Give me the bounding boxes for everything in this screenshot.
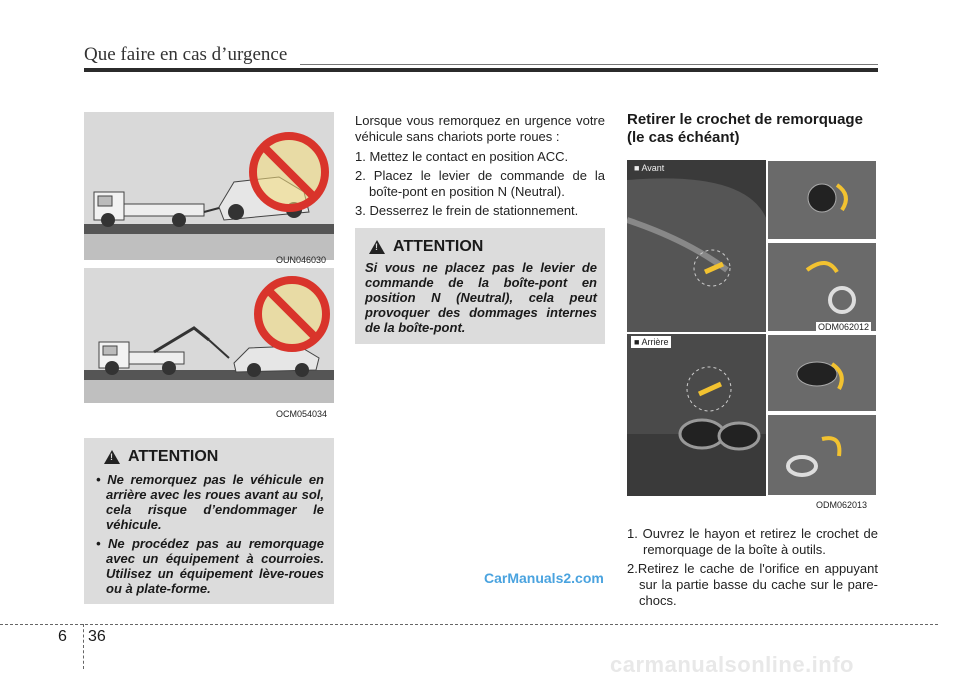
figure-front-hook <box>627 160 877 332</box>
list-item: 3. Desserrez le frein de stationnement. <box>355 203 579 218</box>
page-number-divider <box>83 624 84 669</box>
warning-box-left <box>84 438 334 604</box>
figure-code: OUN046030 <box>276 255 327 265</box>
footer-dashed-rule <box>0 624 938 625</box>
watermark-bottom: carmanualsonline.info <box>610 652 854 677</box>
figure-label: ■ Avant <box>634 163 665 173</box>
list-item: 2. Placez le levier de commande de la boîte-pont en position N (Neutral). <box>355 168 605 199</box>
warning-item: • Ne procédez pas au remorquage avec un équipement à courroies. Utilisez un équipement lève-roues ou à plate-forme. <box>96 536 324 596</box>
header-rule <box>84 68 878 72</box>
list-item: 1. Ouvrez le hayon et retirez le crochet de remorquage de la boîte à outils. <box>627 526 878 557</box>
right-steps <box>627 526 878 612</box>
figure-code: ODM062012 <box>818 322 870 332</box>
page-number: 36 <box>88 628 106 645</box>
figure-rear-hook <box>627 334 877 496</box>
warning-item: • Ne remorquez pas le véhicule en arrière avec les roues avant au sol, cela risque d’endommager le véhicule. <box>96 472 324 532</box>
warning-triangle-icon <box>369 240 385 254</box>
list-item: 1. Mettez le contact en position ACC. <box>355 149 569 164</box>
intro-paragraph: Lorsque vous remorquez en urgence votre véhicule sans chariots porte roues : <box>355 113 605 144</box>
list-item: 2.Retirez le cache de l'orifice en appuyant sur la partie basse du cache sur le pare-chocs. <box>627 561 878 608</box>
watermark-carmanuals: CarManuals2.com <box>484 570 604 586</box>
warning-header <box>369 238 597 256</box>
warning-title: ATTENTION <box>128 448 219 465</box>
figure-flatbed-towing <box>84 112 334 260</box>
figure-code: ODM062013 <box>816 500 868 510</box>
warning-box-middle <box>355 228 605 344</box>
warning-text: Si vous ne placez pas le levier de commande de la boîte-pont en position N (Neutral), cela peut provoquer des dommages internes de la boîte-pont. <box>365 260 597 335</box>
section-title: Retirer le crochet de remorquage (le cas échéant) <box>627 111 863 146</box>
warning-title: ATTENTION <box>393 238 484 255</box>
page-header-title: Que faire en cas d’urgence <box>84 44 288 65</box>
figure-code: OCM054034 <box>276 409 328 419</box>
middle-text-block <box>355 113 605 222</box>
warning-header <box>104 448 324 466</box>
warning-triangle-icon <box>104 450 120 464</box>
figure-label: ■ Arrière <box>631 336 671 348</box>
figure-wrecker-towing <box>84 268 334 403</box>
header-thin-rule <box>300 64 878 65</box>
chapter-number: 6 <box>58 628 67 645</box>
